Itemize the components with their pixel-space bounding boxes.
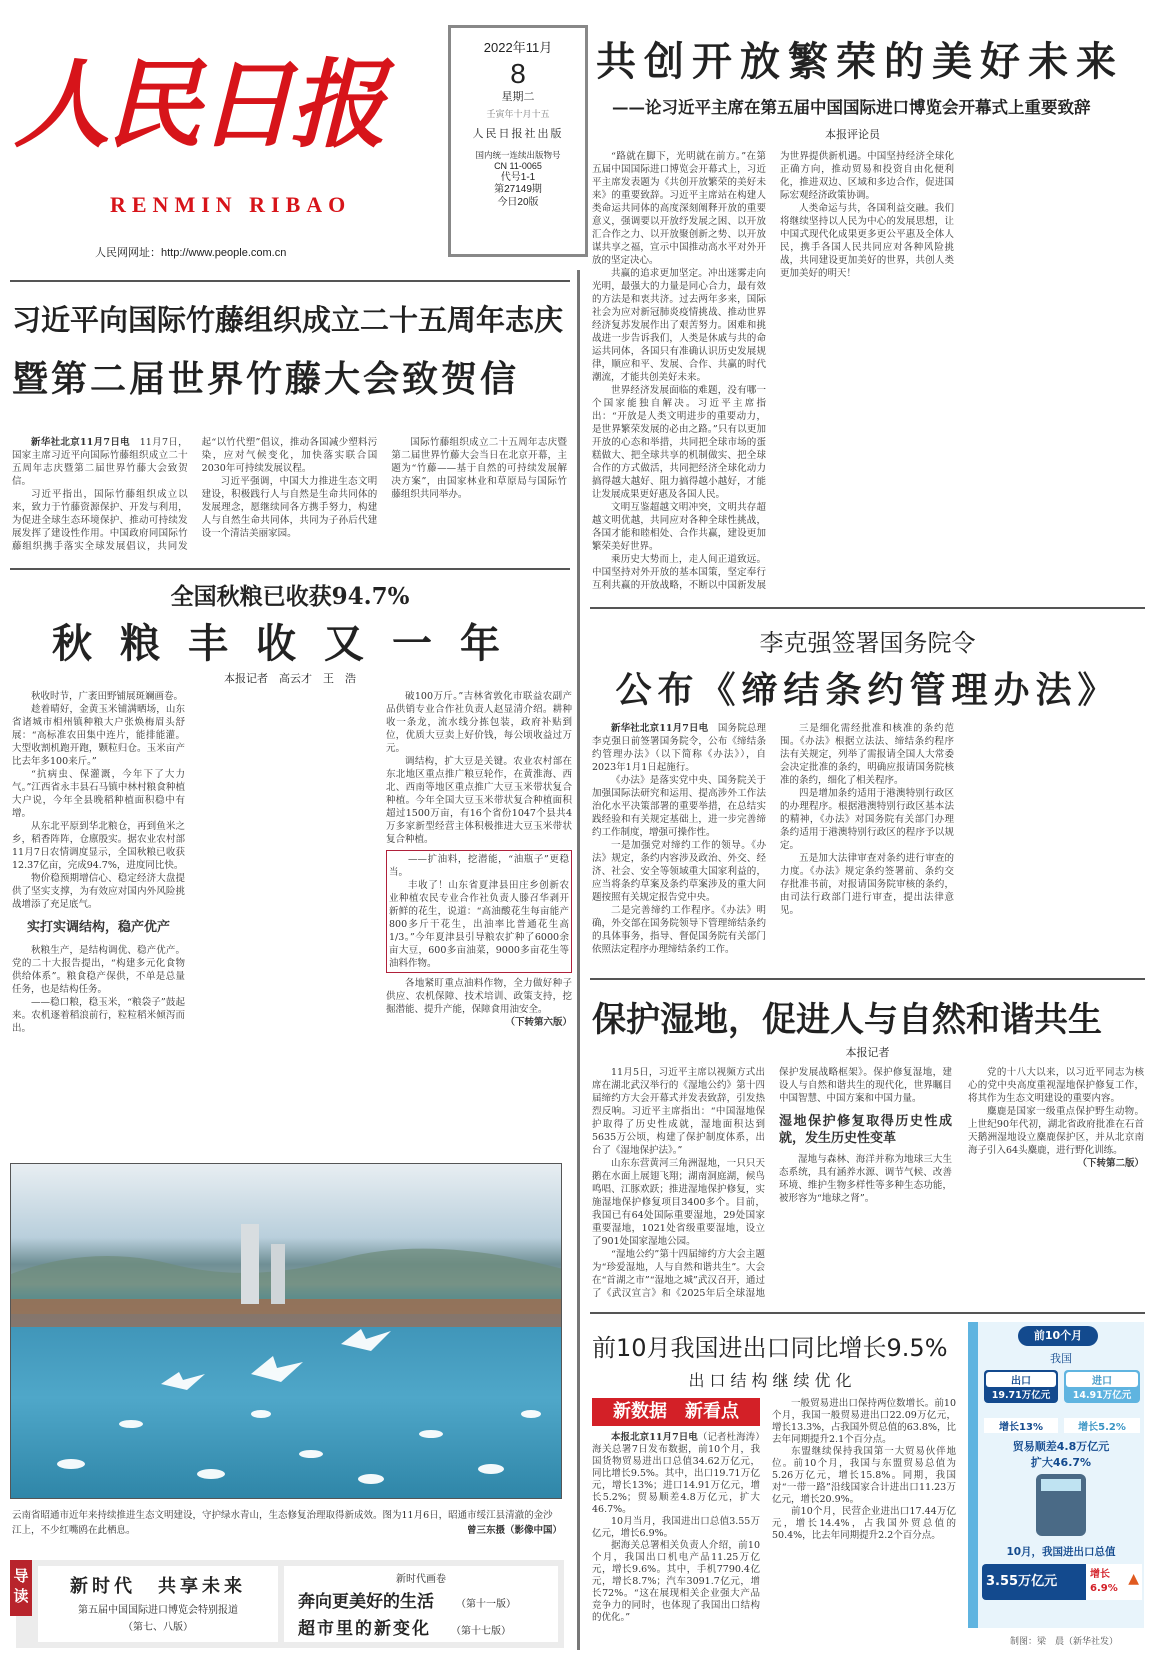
info-period: 前10个月 (1018, 1326, 1098, 1346)
date-box (448, 25, 588, 257)
import-label: 进口 (1066, 1372, 1138, 1387)
harvest-byline: 本报记者 高云才 王 浩 (224, 672, 356, 685)
page-count: 今日20版 (497, 196, 539, 208)
photo-credit: 曾三东摄（影像中国） (466, 1525, 562, 1536)
newspaper-logo: 人民日报 (14, 48, 382, 161)
code-number: 代号1-1 (500, 171, 536, 183)
treaty-kicker: 李克强签署国务院令 (759, 629, 976, 657)
oct-growth-value: 6.9% (1090, 1583, 1118, 1594)
divider (590, 978, 1145, 980)
dateline: 本报北京11月7日电 (611, 1432, 698, 1443)
paragraph: ——稳口粮，稳玉米，“粮袋子”鼓起来。农机逐着稻浪前行，粒粒稻米倾泻而出。 (12, 997, 185, 1034)
paragraph: 东盟继续保持我国第一大贸易伙伴地位。前10个月，我国与东盟贸易总值为5.26万亿元，增长15.8%。同期，我国对“一带一路”沿线国家合计进出口11.23万亿元，增长20.9%。 (772, 1446, 956, 1505)
paragraph: 国际竹藤组织成立二十五周年志庆暨第二届世界竹藤大会当日在北京开幕，主题为“竹藤——基于自然的可持续发展解决方案”，由国家林业和草原局与国际竹藤组织共同举办。 (391, 437, 567, 500)
info-import (1064, 1370, 1140, 1403)
harvest-kicker: 全国秋粮已收获94.7% (170, 583, 410, 610)
trade-infographic (968, 1322, 1144, 1628)
paragraph: 破100万斤。”吉林省敦化市联益农副产品供销专业合作社负责人赵显清介绍。耕种收一条龙，流水线分拣包装，政府补贴到位，优质大豆卖上好价钱，每公顷收益过万元。 (386, 691, 572, 754)
paragraph: ——扩油料，挖潜能，“油瓶子”更稳当。 (389, 854, 569, 878)
paragraph: 山东东营黄河三角洲湿地，一只只天鹅在水面上展翅飞翔；湖南洞庭湖，候鸟鸣唱、江豚欢跃；推进湿地保护修复，实施湿地保护修复项目3400多个。目前，我国已有64处国际重要湿地，29处国家重要湿地，1021处省级重要湿地，设立了901处国家湿地公园。 (592, 1158, 765, 1247)
paragraph: 麋鹿是国家一级重点保护野生动物。上世纪90年代初，湖北省政府批准在石首天鹅洲湿地设立麋鹿保护区，并从北京南海子引入64头麋鹿，进行野化训练。 (968, 1106, 1144, 1156)
export-value: 19.71万亿元 (991, 1390, 1051, 1401)
info-export (984, 1370, 1058, 1403)
wetland-title: 保护湿地，促进人与自然和谐共生 (592, 1000, 1102, 1040)
photo-scene (11, 1164, 562, 1499)
paragraph: 世界经济发展面临的难题，没有哪一个国家能独自解决。习近平主席指出：“开放是人类文明进步的重要动力，是世界繁荣发展的必由之路。”只有以更加开放的心态和举措，共同把全球市场的蛋糕做大、把全球共享的机制做实、把全球合作的方式做活，共同把经济全球化动力搞得越大越好、阻力搞得越小越好，才能让发展成果更好惠及各国人民。 (592, 385, 766, 500)
paragraph: 一般贸易进出口保持两位数增长。前10个月，我国一般贸易进出口22.09万亿元，增长13.3%，占我国外贸总值的63.8%，比去年同期提升2.1个百分点。 (772, 1398, 956, 1445)
guide-item-subtitle: 第五届中国国际进口博览会特别报道 (78, 1605, 238, 1616)
caption-text: 云南省昭通市近年来持续推进生态文明建设，守护绿水青山，生态修复治理取得新成效。图为11月6日，昭通市绥江县清澈的金沙江上，不少红嘴鸥在此栖息。 (12, 1510, 553, 1536)
paragraph: 11月5日，习近平主席以视频方式出席在湖北武汉举行的《湿地公约》第十四届缔约方大会开幕式并发表致辞，引发热烈反响。习近平主席指出：“中国湿地保护取得了历史性成就，湿地面积达到5635万公顷，构建了保护制度体系，出台了《湿地保护法》。” (592, 1067, 765, 1156)
trade-badge: 新数据 新看点 (592, 1398, 760, 1426)
xi-letter-body (12, 436, 567, 564)
divider (10, 568, 570, 570)
logo-english: RENMIN RIBAO (110, 192, 352, 217)
calculator-icon (1036, 1474, 1086, 1536)
paragraph: 党的十八大以来，以习近平同志为核心的党中央高度重视湿地保护修复工作，将其作为生态文明建设的重要内容。 (968, 1067, 1144, 1104)
paragraph: 物价稳预期增信心、稳定经济大盘提供了坚实支撑，为有效应对国内外风险挑战增添了充足底气。 (12, 873, 185, 910)
paragraph: 秋粮生产，是结构调优、稳产优产。党的二十大报告提出，“构建多元化食物供给体系”。粮食稳产保供，不单是总量任务，也是结构任务。 (12, 945, 185, 995)
paragraph: 调结构，扩大豆是关键。农业农村部在东北地区重点推广粮豆轮作，在黄淮海、西北、西南等地区重点推广大豆玉米带状复合种植。今年全国大豆玉米带状复合种植面积超过1500万亩，有16个省份1047个县共4万多家新型经营主体积极推进大豆玉米带状复合种植。 (386, 756, 572, 845)
guide-item-title: 奔向更美好的生活 (298, 1592, 434, 1612)
paragraph: 趁着晴好，金黄玉米铺满晒场，山东省诸城市相州镇种粮大户张焕梅眉头舒展：“高标准农田集中连片，能排能灌。大型收割机跑开跑，颗粒归仓。玉米亩产比去年多100来斤。” (12, 704, 185, 767)
guide-tag: 导读 (10, 1560, 32, 1616)
arrow-up-icon: ▲ (1128, 1571, 1139, 1587)
paragraph: 各地紧盯重点油料作物，全力做好种子供应、农机保障、技术培训、政策支持，挖掘潜能、提升产能，保障食用油安全。 (386, 978, 572, 1015)
editorial-title: 共创开放繁荣的美好未来 (596, 39, 1124, 85)
highlight-box (386, 850, 572, 973)
issue-number: 第27149期 (494, 184, 542, 196)
surplus-growth: 扩大46.7% (1030, 1456, 1092, 1469)
oct-growth-label: 增长 (1090, 1569, 1110, 1580)
weekday: 星期二 (501, 91, 535, 104)
paragraph: “抗病虫、保灌溉，今年下了大力气。”江西省永丰县石马镇中林村粮食种植大户说，今年全县晚稻种植面积稳中有增。 (12, 769, 185, 819)
column-divider (577, 270, 580, 1650)
export-label: 出口 (986, 1372, 1056, 1387)
paragraph: 丰收了！山东省夏津县田庄乡创新农业种植农民专业合作社负责人滕召华剥开新鲜的花生，说道：“高油酸花生每亩能产800多斤干花生，出油率比普通花生高1/3。”今年夏津县引导粮农扩种了6000余亩大豆，600多亩油菜，9000多亩花生等油料作物。 (389, 880, 569, 969)
wetland-byline: 本报记者 (845, 1046, 890, 1059)
website-url: 人民网网址：http://www.people.com.cn (95, 247, 287, 259)
paragraph: 国务院总理李克强日前签署国务院令，公布《缔结条约管理办法》（以下简称《办法》），自2023年1月1日起施行。 (592, 723, 766, 773)
paragraph: 五是加大法律审查对条约进行审查的力度。《办法》规定条约签署前、条约交存批准书前，对报请国务院审核的条约，由司法行政部门进行审查，提出法律意见。 (780, 853, 954, 916)
divider (10, 280, 570, 282)
paragraph: 秋收时节，广袤田野铺展斑斓画卷。 (31, 691, 184, 702)
trade-body-col1 (592, 1432, 760, 1652)
info-subject: 我国 (1050, 1352, 1072, 1365)
jump-note: （下转第六版） (505, 1017, 572, 1028)
paragraph: 共赢的追求更加坚定。冲出迷雾走向光明，最强大的力量是同心合力，最有效的方法是和衷共济。过去两年多来，国际社会为应对新冠肺炎疫情挑战、推动世界经济复苏发展作出了艰苦努力。困难和挑战进一步告诉我们，人类是休戚与共的命运共同体，各国只有准确认识历史发展规律，顺应和平、发展、合作、共赢的时代潮流，才能共创美好未来。 (592, 268, 766, 383)
paragraph: 10月当月，我国进出口总值3.55万亿元，增长6.9%。 (592, 1516, 760, 1539)
publisher: 人民日报社出版 (472, 128, 564, 141)
paragraph: “湿地公约”第十四届缔约方大会主题为“珍爱湿地，人与自然和谐共生”。大会在“首湖之市”“湿地之城”武汉召开，通过了《武汉宣言》和《2025年后全球湿地保护发展战略框架》。保护修复湿地，建设人与自然和谐共生的现代化，世界瞩目中国智慧、中国方案和中国力量。 (592, 1067, 952, 1299)
treaty-body (592, 722, 1142, 972)
photo-caption (12, 1508, 562, 1538)
oct-value: 3.55万亿元 (982, 1564, 1086, 1600)
guide-item-title: 新时代 共享未来 (70, 1576, 246, 1597)
lunar-date: 壬寅年十月十五 (486, 109, 550, 119)
guide-item-pages: （第十一版） (456, 1599, 516, 1610)
paragraph: 人类命运与共，各国利益交融。我们将继续坚持以人民为中心的发展思想，让中国式现代化成果更多更公平惠及全体人民，携手各国人民共同应对各种风险挑战，共同建设更加美好的世界，共创人类更加美好的明天！ (780, 203, 954, 279)
xi-letter-title-line1: 习近平向国际竹藤组织成立二十五周年志庆 (12, 303, 564, 337)
infographic-credit: 制图：梁 晨（新华社发） (1010, 1637, 1119, 1647)
wetland-subhead: 湿地保护修复取得历史性成就，发生历史性变革 (779, 1114, 952, 1146)
export-growth: 增长13% (984, 1418, 1058, 1433)
paragraph: 文明互鉴超越文明冲突，文明共存超越文明优越，共同应对各种全球性挑战，各国才能和睦相处、合作共赢，建设更加繁荣美好世界。 (592, 502, 766, 552)
import-growth: 增长5.2% (1064, 1418, 1140, 1433)
oct-label: 10月，我国进出口总值 (1006, 1546, 1116, 1558)
divider (590, 607, 1145, 609)
divider (590, 1312, 1145, 1314)
dateline: 新华社北京11月7日电 (31, 437, 130, 448)
paragraph: 习近平强调，中国大力推进生态文明建设，积极践行人与自然是生命共同体的发展理念，愿继续同各方携手努力，构建人与自然生命共同体，共同为子孙后代建设一个清洁美丽家园。 (201, 476, 378, 539)
paragraph: 湿地与森林、海洋并称为地球三大生态系统，具有涵养水源、调节气候、改善环境、维护生物多样性等多种生态功能，被形容为“地球之肾”。 (779, 1154, 952, 1204)
harvest-body (12, 690, 372, 1140)
cn-number: CN 11-0065 (494, 160, 542, 171)
paragraph: 三是细化需经批准和核准的条约范围。《办法》根据立法法、缔结条约程序法有关规定，列举了需报请全国人大常委会决定批准的条约，明确应报请国务院核准的条约，细化了相关程序。 (780, 723, 954, 786)
wetland-body-col3 (968, 1066, 1144, 1306)
paragraph: “路就在脚下，光明就在前方。”在第五届中国国际进口博览会开幕式上，习近平主席发表题为《共创开放繁荣的美好未来》的重要致辞。习近平主席站在构建人类命运共同体的高度深刻阐释开放的重要意义，强调要以开放纾发展之困、以开放汇合作之力、以开放聚创新之势、以开放谋共享之福，宣示中国推动高水平对外开放的坚定决心。 (592, 151, 766, 266)
paragraph: 习近平指出，国际竹藤组织成立以来，致力于竹藤资源保护、开发与利用，为促进全球生态环境保护、推动可持续发展发挥了建设性作用。中国政府同国际竹藤组织携手落实全球发展倡议，共同发起“以竹代塑”倡议，推动各国减少塑料污染，应对气候变化，加快落实联合国2030年可持续发展议程。 (12, 437, 378, 552)
serial-label: 国内统一连续出版物号 (475, 150, 561, 160)
guide-item-pages: （第十七版） (451, 1626, 511, 1637)
editorial-body (592, 150, 1142, 595)
paragraph: 一是加强党对缔约工作的领导。《办法》规定，条约内容涉及政治、外交、经济、社会、安全等领域重大国家利益的，应当将条约草案及条约草案涉及的重大问题按照有关规定报告党中央。 (592, 840, 766, 903)
paragraph: 《办法》是落实党中央、国务院关于加强国际法研究和运用、提高涉外工作法治化水平决策部署的重要举措，在总结实践经验和有关规定基础上，进一步完善缔约工作制度，增强可操作性。 (592, 775, 766, 838)
dateline: 新华社北京11月7日电 (611, 723, 709, 734)
import-value: 14.91万亿元 (1072, 1390, 1132, 1401)
jump-note: （下转第二版） (1077, 1158, 1144, 1169)
harvest-title: 秋粮丰收又一年 (52, 621, 528, 667)
trade-title: 前10月我国进出口同比增长9.5% (592, 1334, 948, 1362)
paragraph: 四是增加条约适用于港澳特别行政区的办理程序。根据港澳特别行政区基本法的精神，《办法》对国务院有关部门办理条约适用于港澳特别行政区的程序予以规定。 (780, 788, 954, 851)
date-day: 8 (510, 58, 526, 90)
gulls-photo (10, 1163, 562, 1499)
paragraph: 前10个月，民营企业进出口17.44万亿元，增长14.4%，占我国外贸总值的50.4%，比去年同期提升2.2个百分点。 (772, 1506, 956, 1541)
guide-item-title: 超市里的新变化 (298, 1619, 431, 1639)
trade-surplus: 贸易顺差4.8万亿元 (1012, 1440, 1110, 1453)
paragraph: 从东北平原到华北粮仓，再到鱼米之乡，稻香阵阵，仓廪殷实。据农业农村部11月7日农情调度显示，全国秋粮已收获12.37亿亩，完成94.7%，进度同比快。 (12, 821, 185, 871)
guide-item-life[interactable] (284, 1566, 558, 1642)
paragraph: （记者杜海涛）海关总署7日发布数据，前10个月，我国货物贸易进出口总值34.62万亿元，同比增长9.5%。其中，出口19.71万亿元，增长13%；进口14.91万亿元，增长5.2%；贸易顺差4.8万亿元，扩大46.7%。 (592, 1432, 760, 1515)
guide-item-pages: （第七、八版） (123, 1622, 193, 1633)
oct-growth (1086, 1564, 1142, 1600)
paragraph: 乘历史大势而上，走人间正道致远。中国坚持对外开放的基本国策，坚定奉行互利共赢的开放战略，不断以中国新发展为世界提供新机遇。中国坚持经济全球化正确方向，推动贸易和投资自由化便利化，推进双边、区域和多边合作，促进国际宏观经济政策协调。 (592, 151, 954, 591)
guide-item-expo[interactable] (38, 1566, 278, 1642)
date-year-month: 2022年11月 (483, 40, 553, 55)
guide-item-kicker: 新时代画卷 (396, 1574, 446, 1585)
trade-subtitle: 出口结构继续优化 (688, 1371, 857, 1390)
paragraph: 11月7日，国家主席习近平向国际竹藤组织成立二十五周年志庆暨第二届世界竹藤大会致贺信。 (12, 437, 188, 487)
harvest-body-col3 (386, 690, 572, 1140)
trade-body-col2 (772, 1398, 956, 1648)
treaty-title: 公布《缔结条约管理办法》 (615, 669, 1120, 711)
editorial-byline: 本报评论员 (825, 128, 880, 141)
harvest-subhead: 实打实调结构，稳产优产 (26, 920, 170, 935)
editorial-subtitle: ——论习近平主席在第五届中国国际进口博览会开幕式上重要致辞 (612, 98, 1091, 117)
paragraph: 据海关总署相关负责人介绍，前10个月，我国出口机电产品11.25万亿元，增长9.6%。其中，手机7790.4亿元，增长8.7%；汽车3091.7亿元，增长72%。“这在展现相关企业强大产品竞争力的同时，也体现了我国出口结构的优化。” (592, 1540, 760, 1623)
xi-letter-title-line2: 暨第二届世界竹藤大会致贺信 (12, 359, 520, 400)
guide-section (13, 1560, 564, 1648)
wetland-body (592, 1066, 952, 1306)
paragraph: 二是完善缔约工作程序。《办法》明确，外交部在国务院领导下管理缔结条约的具体事务，指导、督促国务院有关部门依照法定程序办理缔结条约工作。 (592, 905, 766, 955)
